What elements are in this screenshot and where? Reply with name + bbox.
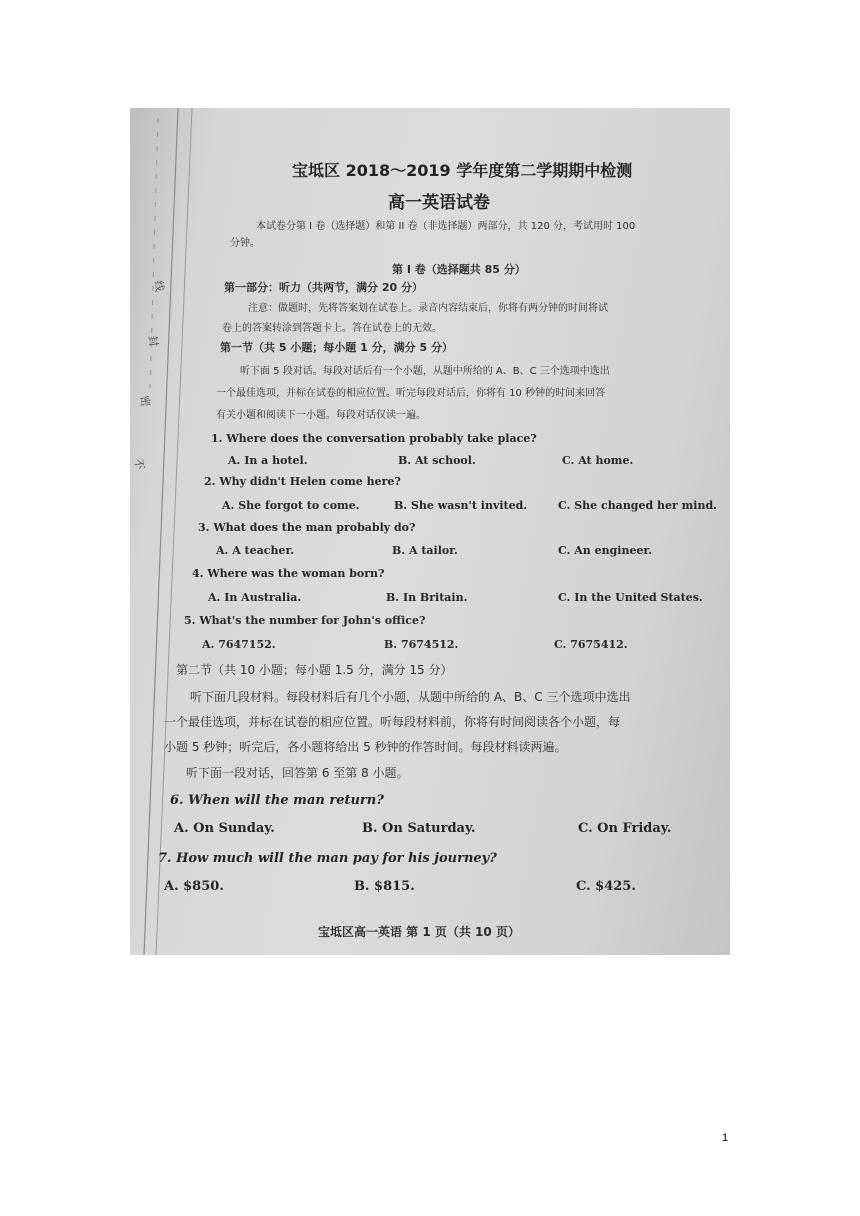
option-6b: B. On Saturday. — [362, 821, 476, 836]
option-4a: A. In Australia. — [208, 591, 302, 604]
option-7c: C. $425. — [576, 879, 636, 894]
option-2b: B. She wasn't invited. — [394, 499, 528, 512]
option-3b: B. A tailor. — [392, 544, 458, 557]
binding-char-2: 封 — [145, 334, 161, 348]
notice-line-2: 卷上的答案转涂到答题卡上。答在试卷上的无效。 — [222, 323, 442, 334]
question-3: 3. What does the man probably do? — [198, 521, 416, 534]
page-number: 1 — [722, 1132, 729, 1144]
section1-heading: 第一节（共 5 小题；每小题 1 分，满分 5 分） — [220, 341, 453, 354]
option-7b: B. $815. — [354, 879, 415, 894]
section2-instruction-2: 一个最佳选项，并标在试卷的相应位置。听每段材料前，你将有时间阅读各个小题，每 — [164, 715, 621, 729]
question-1: 1. Where does the conversation probably take place? — [211, 432, 537, 445]
page-footer: 宝坻区高一英语 第 1 页（共 10 页） — [318, 925, 520, 939]
option-3a: A. A teacher. — [216, 544, 295, 557]
option-4c: C. In the United States. — [558, 591, 703, 604]
section2-instruction-3: 小题 5 秒钟；听完后，各小题将给出 5 秒钟的作答时间。每段材料读两遍。 — [164, 740, 567, 754]
binding-char-4: 不 — [131, 457, 147, 471]
question-5: 5. What's the number for John's office? — [184, 614, 426, 627]
option-5b: B. 7674512. — [384, 638, 459, 651]
exam-subtitle: 高一英语试卷 — [388, 193, 490, 213]
exam-title: 宝坻区 2018～2019 学年度第二学期期中检测 — [292, 161, 633, 180]
intro-line-1: 本试卷分第 I 卷（选择题）和第 II 卷（非选择题）两部分，共 120 分，考试用时 100 — [256, 221, 636, 232]
option-2c: C. She changed her mind. — [558, 499, 717, 512]
section1-instruction-1: 听下面 5 段对话。每段对话后有一个小题，从题中所给的 A、B、C 三个选项中选出 — [240, 366, 610, 377]
option-6a: A. On Sunday. — [174, 821, 275, 836]
option-6c: C. On Friday. — [578, 821, 672, 836]
volume-heading: 第 I 卷（选择题共 85 分） — [392, 263, 526, 276]
part1-heading: 第一部分：听力（共两节，满分 20 分） — [224, 281, 423, 294]
intro-line-2: 分钟。 — [230, 238, 260, 249]
option-1c: C. At home. — [562, 454, 634, 467]
option-7a: A. $850. — [164, 879, 224, 894]
question-2: 2. Why didn't Helen come here? — [204, 475, 401, 488]
section1-instruction-3: 有关小题和阅读下一小题。每段对话仅读一遍。 — [216, 410, 426, 421]
option-1b: B. At school. — [398, 454, 476, 467]
exam-page-photo — [130, 108, 730, 955]
dialogue-note: 听下面一段对话，回答第 6 至第 8 小题。 — [186, 766, 409, 780]
option-3c: C. An engineer. — [558, 544, 653, 557]
option-5c: C. 7675412. — [554, 638, 628, 651]
option-4b: B. In Britain. — [386, 591, 468, 604]
section2-instruction-1: 听下面几段材料。每段材料后有几个小题，从题中所给的 A、B、C 三个选项中选出 — [190, 690, 631, 704]
section2-heading: 第二节（共 10 小题；每小题 1.5 分，满分 15 分） — [176, 663, 453, 677]
binding-char-1: 线 — [151, 279, 167, 293]
question-4: 4. Where was the woman born? — [192, 567, 385, 580]
section1-instruction-2: 一个最佳选项，并标在试卷的相应位置。听完每段对话后，你将有 10 秒钟的时间来回答 — [216, 388, 606, 399]
question-6: 6. When will the man return? — [170, 793, 384, 808]
option-5a: A. 7647152. — [202, 638, 276, 651]
option-2a: A. She forgot to come. — [222, 499, 360, 512]
option-1a: A. In a hotel. — [228, 454, 308, 467]
question-7: 7. How much will the man pay for his journey? — [158, 851, 497, 866]
binding-char-3: 密 — [137, 394, 153, 408]
notice-line-1: 注意：做题时，先将答案划在试卷上。录音内容结束后，你将有两分钟的时间将试 — [248, 303, 608, 314]
